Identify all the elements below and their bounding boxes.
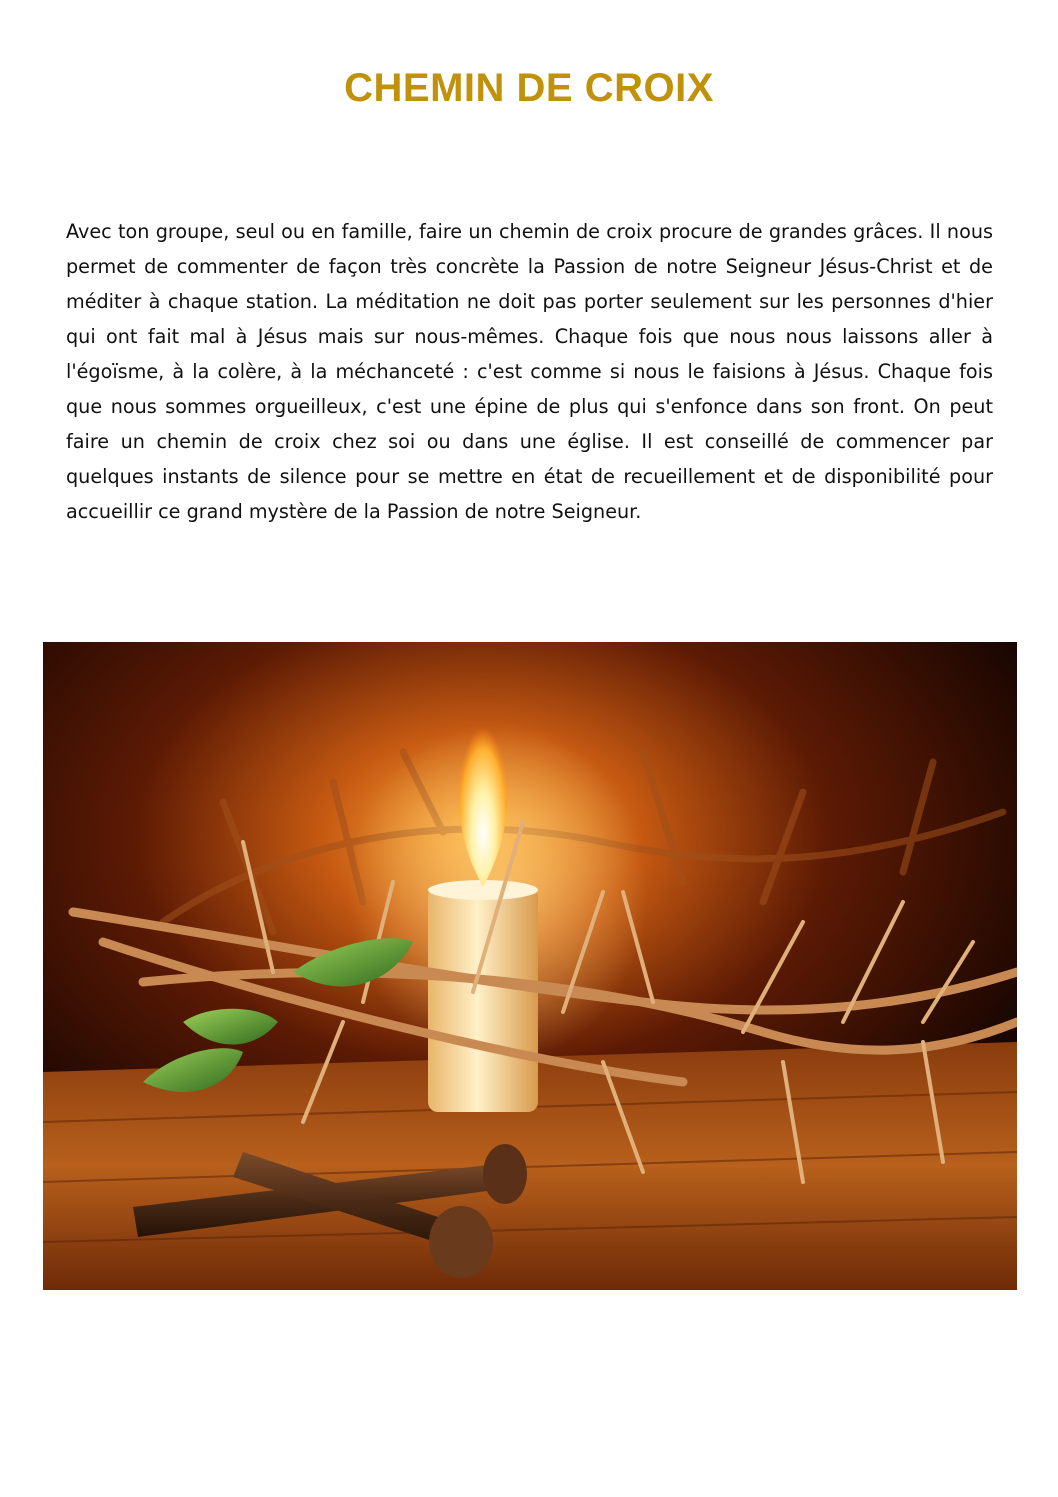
page-title: CHEMIN DE CROIX	[344, 66, 714, 110]
crown-of-thorns-photo	[43, 642, 1017, 1290]
intro-paragraph: Avec ton groupe, seul ou en famille, faire un chemin de croix procure de grandes grâces. Il nous permet de commenter de façon très concrète la Passion de notre Seigneur Jésus-Christ et de méditer à chaque station. La méditation ne doit pas porter seulement sur les personnes d'hier qui ont fait mal à Jésus mais sur nous-mêmes. Chaque fois que nous nous laissons aller à l'égoïsme, à la colère, à la méchanceté : c'est comme si nous le faisions à Jésus. Chaque fois que nous sommes orgueilleux, c'est une épine de plus qui s'enfonce dans son front. On peut faire un chemin de croix chez soi ou dans une église. Il est conseillé de commencer par quelques instants de silence pour se mettre en état de recueillement et de disponibilité pour accueillir ce grand mystère de la Passion de notre Seigneur.	[66, 220, 993, 523]
